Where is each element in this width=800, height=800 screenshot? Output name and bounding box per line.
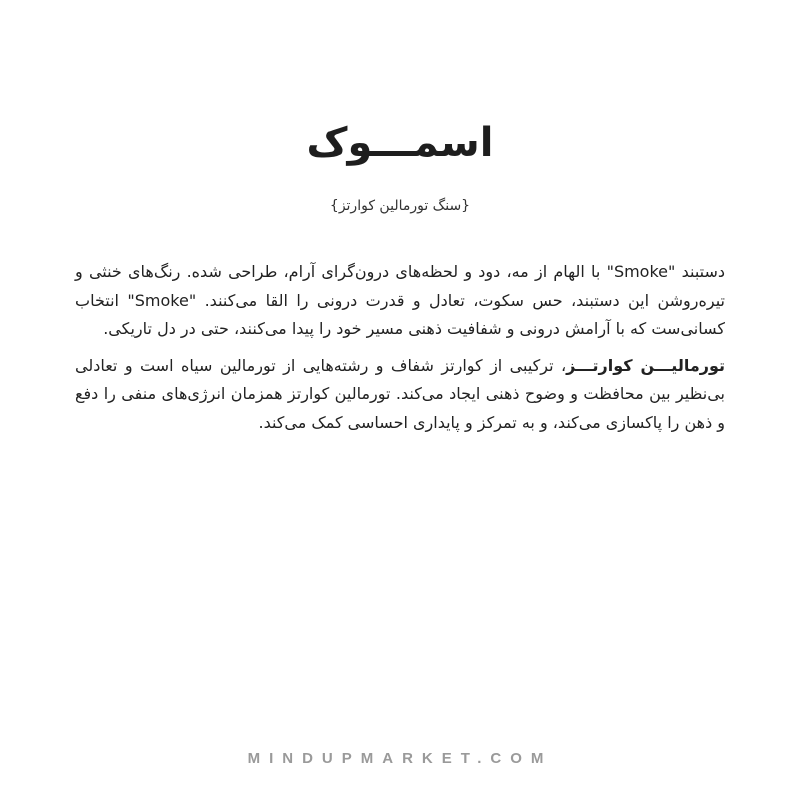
paragraph-smoke: دستبند "Smoke" با الهام از مه، دود و لحظه‌های درون‌گرای آرام، طراحی شده. رنگ‌های خنثی و تیره‌روشن این دستبند، حس سکوت، تعادل و قدرت درونی را القا می‌کنند. "Smoke" انتخاب کسانی‌ست که با آرامش درونی و شفافیت ذهنی مسیر خود را پیدا می‌کنند، حتی در دل تاریکی.: [75, 262, 726, 339]
page-title: اسمـــوک: [306, 120, 494, 166]
subtitle: {سنگ تورمالین کوارتز}: [329, 198, 471, 214]
stone-description: ، ترکیبی از کوارتز شفاف و رشته‌هایی از تورمالین سیاه است و تعادلی بی‌نظیر بین محافظت و وضوح ذهنی ایجاد می‌کند. تورمالین کوارتز همزمان انرژی‌های منفی را دفع و ذهن را پاکسازی می‌کند، و به تمرکز و پایداری احساسی کمک می‌کند.: [75, 355, 725, 432]
website-footer: MINDUPMARKET.COM: [247, 750, 553, 767]
paragraph-tourmaline: [75, 352, 725, 438]
description: [75, 258, 725, 438]
stone-name: تورمالیـــن کوارتـــز: [566, 355, 725, 375]
